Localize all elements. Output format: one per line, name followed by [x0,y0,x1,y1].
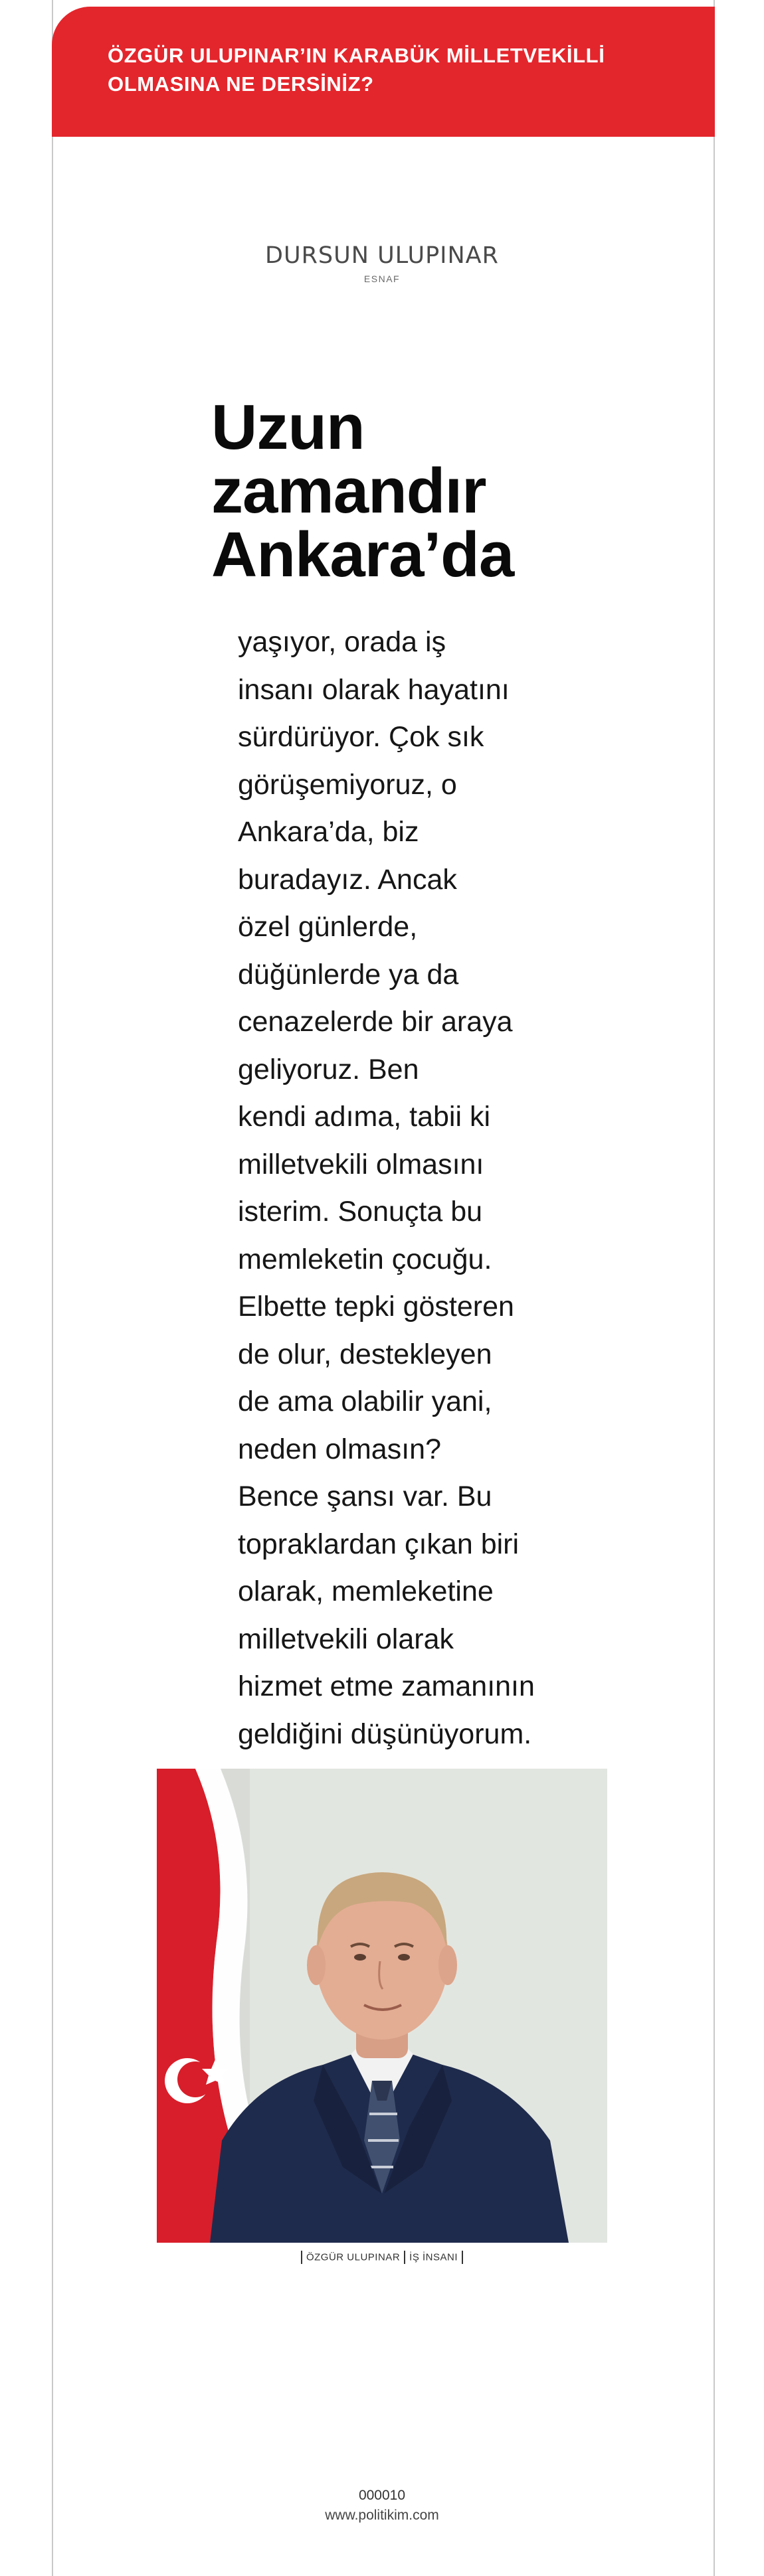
author-block [199,240,565,284]
photo-caption [199,2251,565,2264]
caption-divider [404,2251,405,2264]
article-body: yaşıyor, orada iş insanı olarak hayatını sürdürüyor. Çok sık görüşemiyoruz, o Ankara’da, biz buradayız. Ancak özel günlerde, düğünlerde ya da cenazelerde bir araya geliyoruz. Ben kendi adıma, tabii ki milletvekili olmasını isterim. Sonuçta bu memleketin çocuğu. Elbette tepki gösteren de olur, destekleyen de ama olabilir yani, neden olmasın? Bence şansı var. Bu topraklardan çıkan biri olarak, memleketine milletvekili olarak hizmet etme zamanının geldiğini düşünüyorum. [238,626,535,1750]
author-role: ESNAF [363,274,401,284]
page-number: 000010 [358,2488,406,2503]
question-title: ÖZGÜR ULUPINAR’IN KARABÜK MİLLETVEKİLLİ OLMASINA NE DERSİNİZ? [108,44,605,96]
website-link[interactable]: www.politikim.com [325,2508,439,2523]
portrait-illustration [157,1769,607,2243]
caption-title: İŞ İNSANI [409,2251,458,2263]
caption-divider [462,2251,463,2264]
question-banner [52,7,715,137]
caption-divider [301,2251,302,2264]
caption-name: ÖZGÜR ULUPINAR [306,2251,401,2263]
portrait-photo [157,1769,607,2243]
lead-heading: Uzun zamandır Ankara’da [211,392,514,590]
page-footer [199,2486,565,2526]
author-name: DURSUN ULUPINAR [265,242,499,269]
